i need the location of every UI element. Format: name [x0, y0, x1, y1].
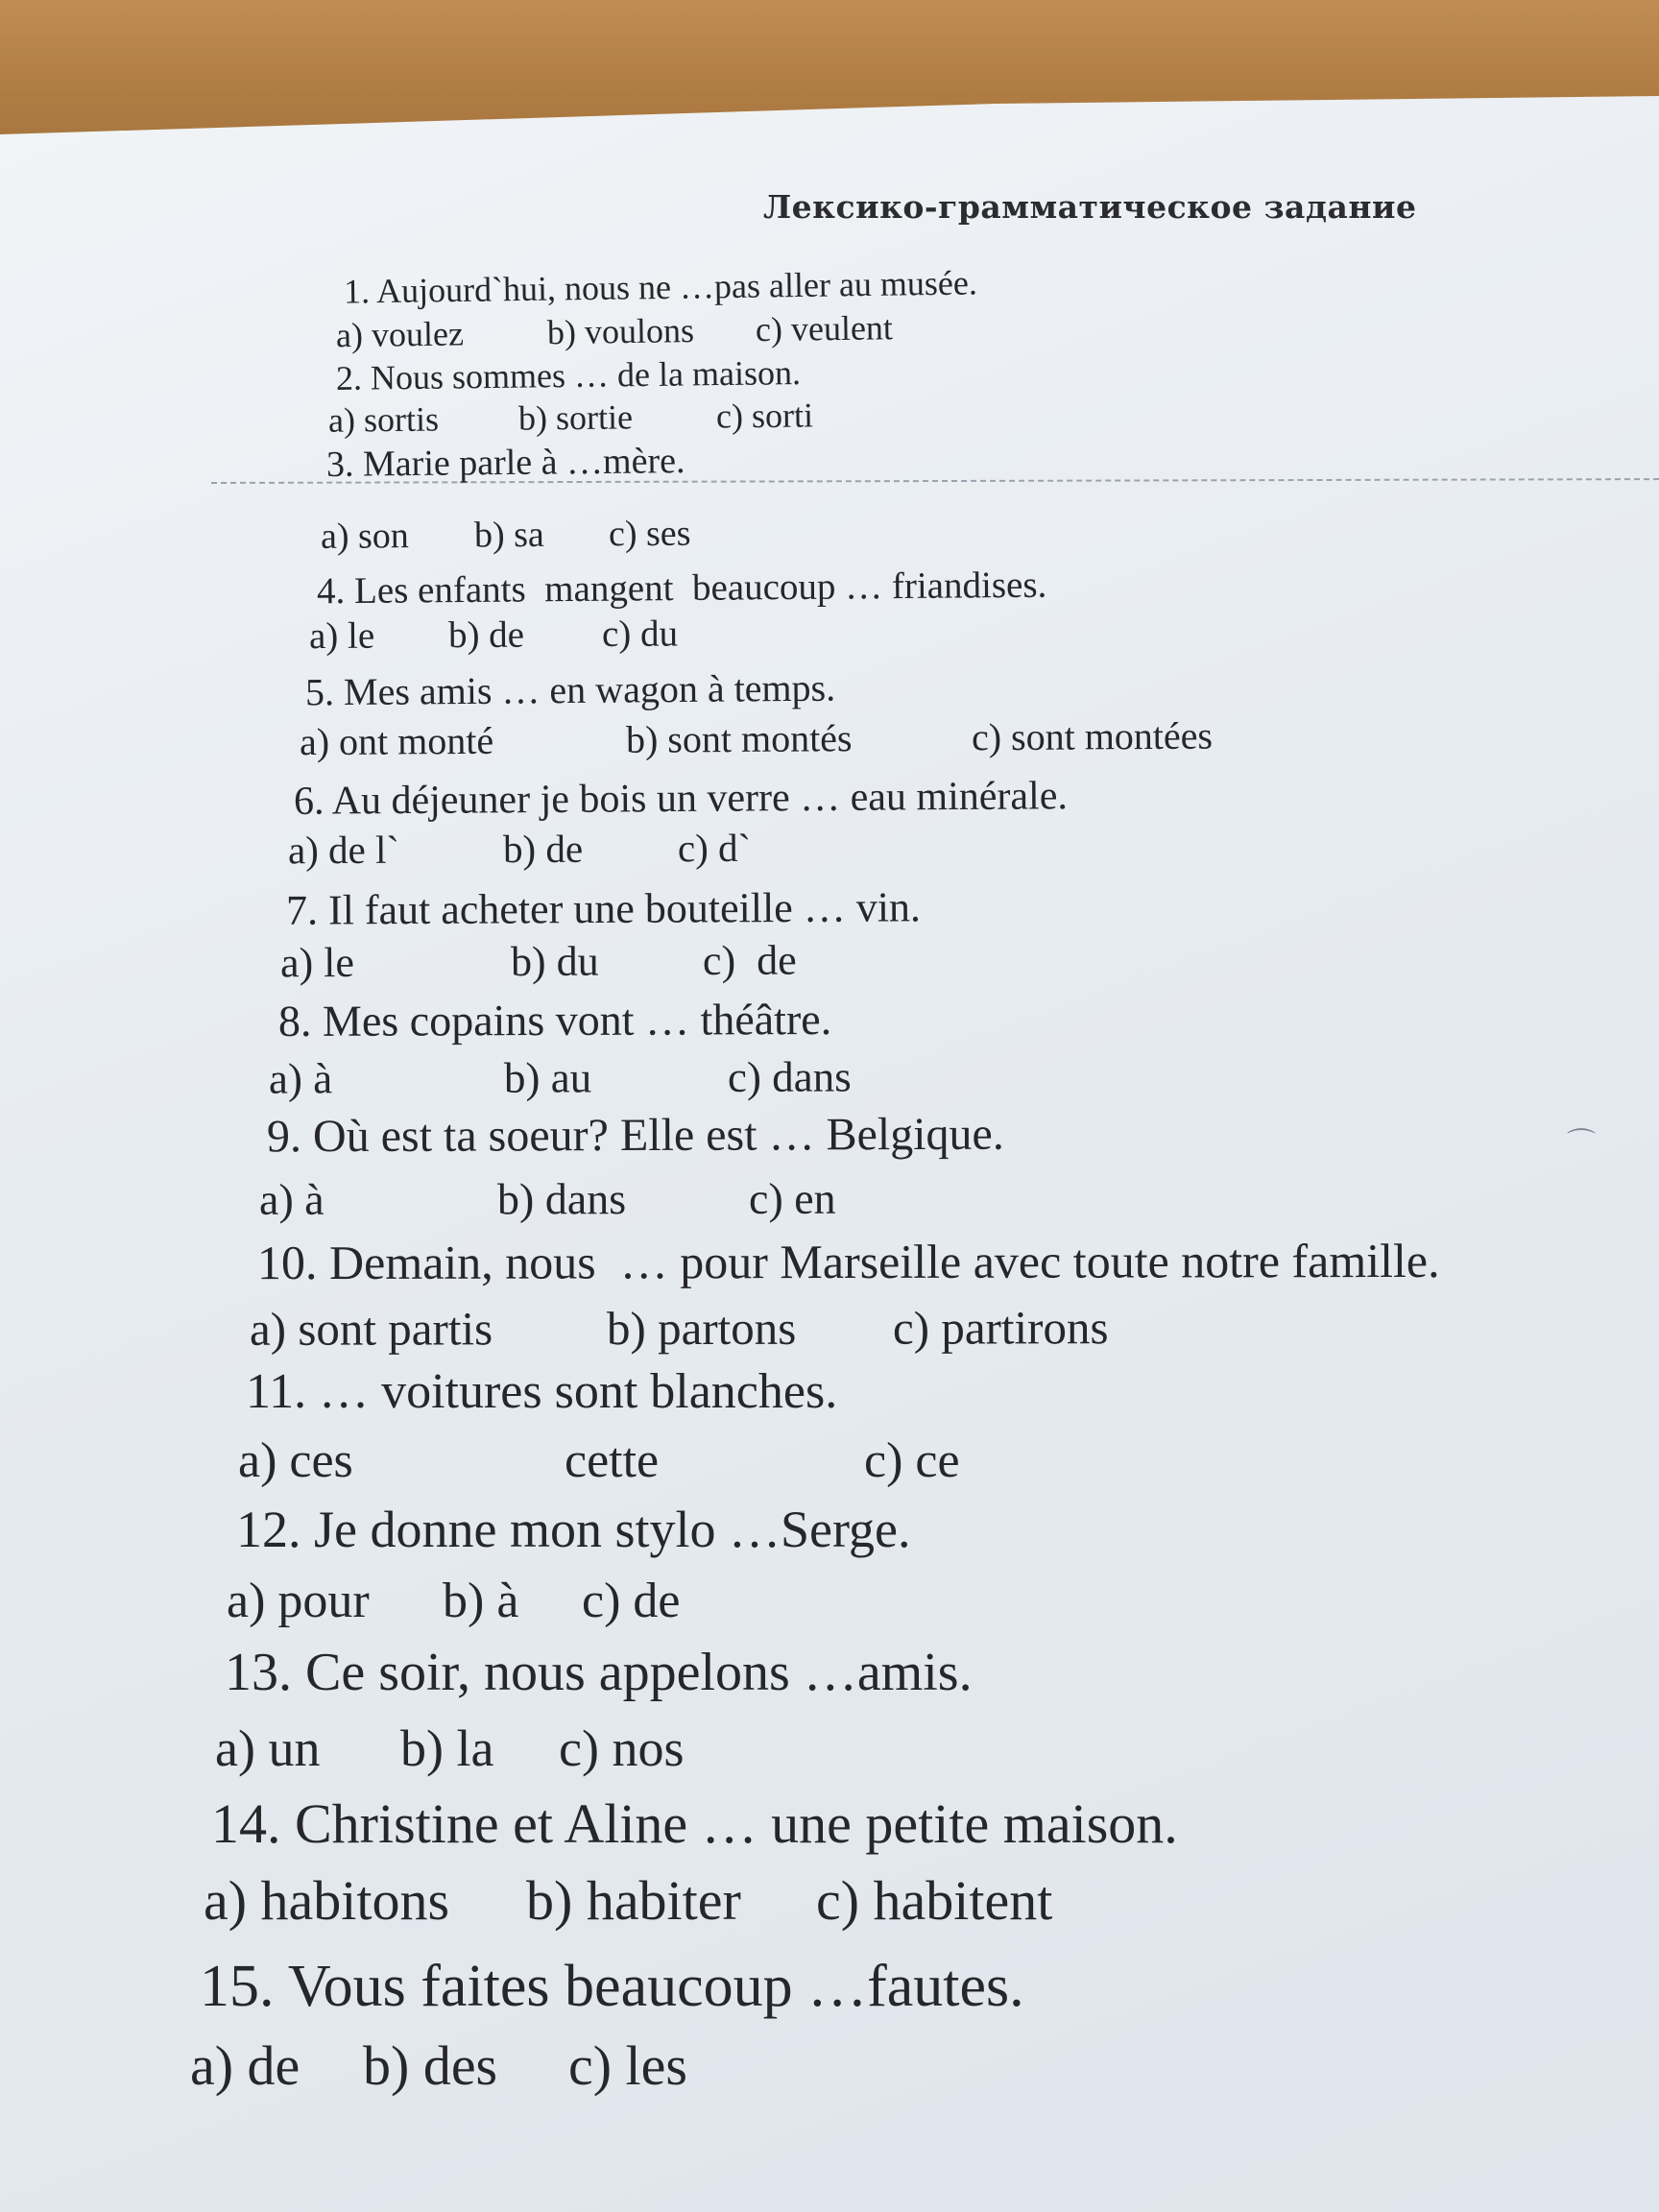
option-1-b: b) voulons — [546, 311, 695, 352]
option-14-c: c) habitent — [816, 1869, 1053, 1932]
option-3-a: a) son — [320, 516, 409, 557]
options-row-15 — [190, 2033, 1054, 2105]
option-13-b: b) la — [400, 1719, 494, 1777]
option-8-a: a) à — [268, 1054, 333, 1103]
option-10-c: c) partirons — [892, 1301, 1109, 1355]
option-8-b: b) au — [503, 1053, 592, 1102]
options-row-14 — [204, 1868, 1068, 1940]
option-13-a: a) un — [215, 1719, 321, 1777]
options-row-8 — [269, 1050, 1133, 1110]
options-row-2 — [328, 391, 1192, 445]
options-row-9 — [259, 1172, 1123, 1231]
option-2-a: a) sortis — [327, 399, 440, 440]
question-15: 15. Vous faites beaucoup …fautes. — [200, 1954, 1024, 2019]
option-15-a: a) de — [190, 2034, 301, 2097]
option-6-c: c) d` — [677, 825, 752, 871]
options-row-10 — [250, 1300, 1114, 1362]
option-1-a: a) voulez — [335, 314, 465, 355]
option-6-a: a) de l` — [287, 827, 400, 873]
option-12-c: c) de — [582, 1574, 681, 1628]
options-row-3 — [321, 508, 1185, 563]
option-15-c: c) les — [568, 2034, 687, 2097]
question-3: 3. Marie parle à …mère. — [325, 441, 685, 485]
option-2-c: c) sorti — [715, 396, 814, 436]
question-6: 6. Au déjeuner je bois un verre … eau minérale. — [293, 774, 1069, 824]
option-10-a: a) sont partis — [249, 1302, 493, 1356]
question-9: 9. Où est ta soeur? Elle est … Belgique. — [266, 1108, 1004, 1163]
option-9-b: b) dans — [496, 1174, 627, 1224]
options-row-11 — [238, 1432, 1102, 1498]
option-7-b: b) du — [510, 937, 599, 986]
option-12-a: a) pour — [227, 1574, 370, 1628]
option-5-b: b) sont montés — [625, 716, 853, 761]
option-10-b: b) partons — [606, 1301, 797, 1356]
question-14: 14. Christine et Aline … une petite maison. — [211, 1792, 1178, 1855]
option-4-b: b) de — [447, 613, 525, 657]
option-3-c: c) ses — [608, 513, 691, 555]
option-5-a: a) ont monté — [299, 718, 494, 764]
option-12-b: b) à — [443, 1574, 519, 1628]
option-7-a: a) le — [279, 938, 355, 987]
page-title: Лексико-грамматическое задание — [763, 188, 1417, 226]
option-3-b: b) sa — [473, 514, 544, 556]
question-7: 7. Il faut acheter une bouteille … vin. — [285, 883, 922, 934]
options-row-4 — [309, 609, 1173, 663]
options-row-7 — [280, 934, 1144, 994]
option-11-a: a) ces — [238, 1433, 353, 1488]
option-1-c: c) veulent — [755, 308, 894, 349]
question-11: 11. … voitures sont blanches. — [246, 1364, 838, 1419]
pen-mark-icon: ⌒ — [1567, 1128, 1596, 1160]
question-13: 13. Ce soir, nous appelons …amis. — [225, 1643, 973, 1702]
question-12: 12. Je donne mon stylo …Serge. — [236, 1501, 911, 1558]
question-5: 5. Mes amis … en wagon à temps. — [304, 665, 836, 714]
option-14-a: a) habitons — [204, 1869, 450, 1932]
option-13-c: c) nos — [559, 1719, 685, 1777]
option-5-c: c) sont montées — [971, 713, 1214, 759]
option-4-a: a) le — [308, 614, 375, 658]
option-11-c: c) ce — [864, 1433, 960, 1488]
option-9-c: c) en — [748, 1173, 836, 1223]
option-15-b: b) des — [363, 2034, 498, 2097]
options-row-6 — [288, 823, 1152, 878]
options-row-5 — [299, 713, 1214, 769]
option-2-b: b) sortie — [517, 397, 634, 438]
option-6-b: b) de — [502, 826, 584, 872]
option-8-c: c) dans — [727, 1052, 852, 1101]
option-11-b: cette — [565, 1433, 660, 1488]
question-4: 4. Les enfants mangent beaucoup … friandises. — [316, 564, 1047, 613]
option-9-a: a) à — [258, 1174, 325, 1224]
options-row-13 — [215, 1719, 1079, 1786]
option-4-c: c) du — [601, 613, 679, 656]
question-2: 2. Nous sommes … de la maison. — [335, 353, 802, 397]
question-10: 10. Demain, nous … pour Marseille avec toute notre famille. — [256, 1233, 1440, 1290]
options-row-12 — [227, 1573, 1091, 1638]
option-7-c: c) de — [702, 936, 797, 985]
option-14-b: b) habiter — [526, 1869, 741, 1932]
question-1: 1. Aujourd`hui, nous ne …pas aller au musée. — [343, 263, 978, 311]
question-8: 8. Mes copains vont … théâtre. — [277, 994, 832, 1046]
